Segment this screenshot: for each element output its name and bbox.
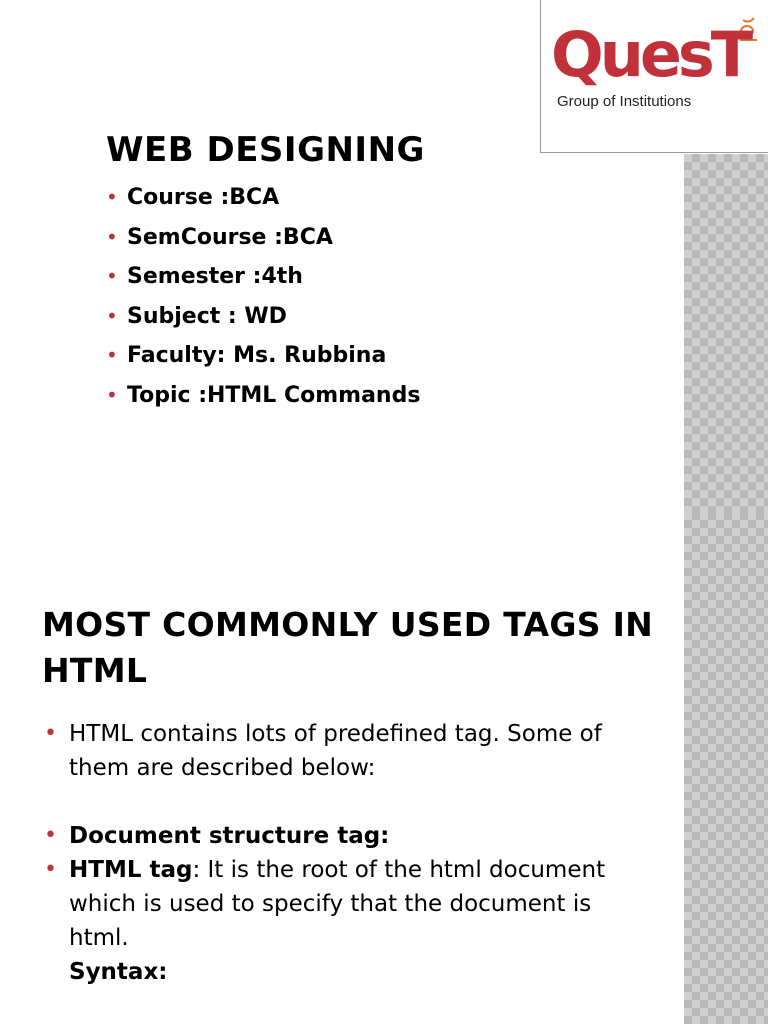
bullet-dot-icon: • [106, 264, 118, 288]
list-item [44, 717, 644, 785]
decorative-side-pattern [684, 154, 768, 512]
slide-2 [0, 512, 768, 1024]
bullet-dot-icon: • [44, 721, 57, 746]
slide-title: MOST COMMONLY USED TAGS IN HTML [42, 605, 654, 690]
list-item [44, 819, 644, 853]
list-item: • Topic :HTML Commands [106, 376, 420, 416]
html-tag-description: : It is the root of the html document which is used to specify that the document is html. [69, 857, 606, 951]
html-tag-label: HTML tag [69, 857, 193, 883]
bullet-dot-icon: • [106, 343, 118, 367]
bullet-dot-icon: • [106, 382, 118, 407]
list-item: • SemCourse :BCA [106, 218, 420, 258]
syntax-label: Syntax: [69, 959, 168, 985]
logo-subtitle: Group of Institutions [557, 93, 692, 110]
bullet-dot-icon: • [44, 823, 57, 848]
bullet-dot-icon: • [106, 224, 118, 249]
list-item: • Semester :4th [106, 257, 420, 297]
list-item [44, 853, 644, 989]
intro-text: HTML contains lots of predefined tag. Some of them are described below: [69, 721, 602, 781]
bullet-dot-icon: • [106, 303, 118, 328]
list-item: • Faculty: Ms. Rubbina [106, 336, 420, 376]
tags-list [44, 717, 644, 989]
bullet-dot-icon: • [106, 185, 118, 209]
decorative-side-pattern [684, 512, 768, 1024]
course-details-list [106, 178, 420, 415]
doc-structure-heading: Document structure tag: [69, 823, 390, 849]
quest-logo [540, 0, 768, 153]
bullet-dot-icon: • [44, 857, 57, 882]
logo-wordmark: QuesT [551, 18, 750, 91]
list-item: • Subject : WD [106, 297, 420, 337]
slide-title: WEB DESIGNING [106, 130, 425, 170]
list-item: • Course :BCA [106, 178, 420, 218]
